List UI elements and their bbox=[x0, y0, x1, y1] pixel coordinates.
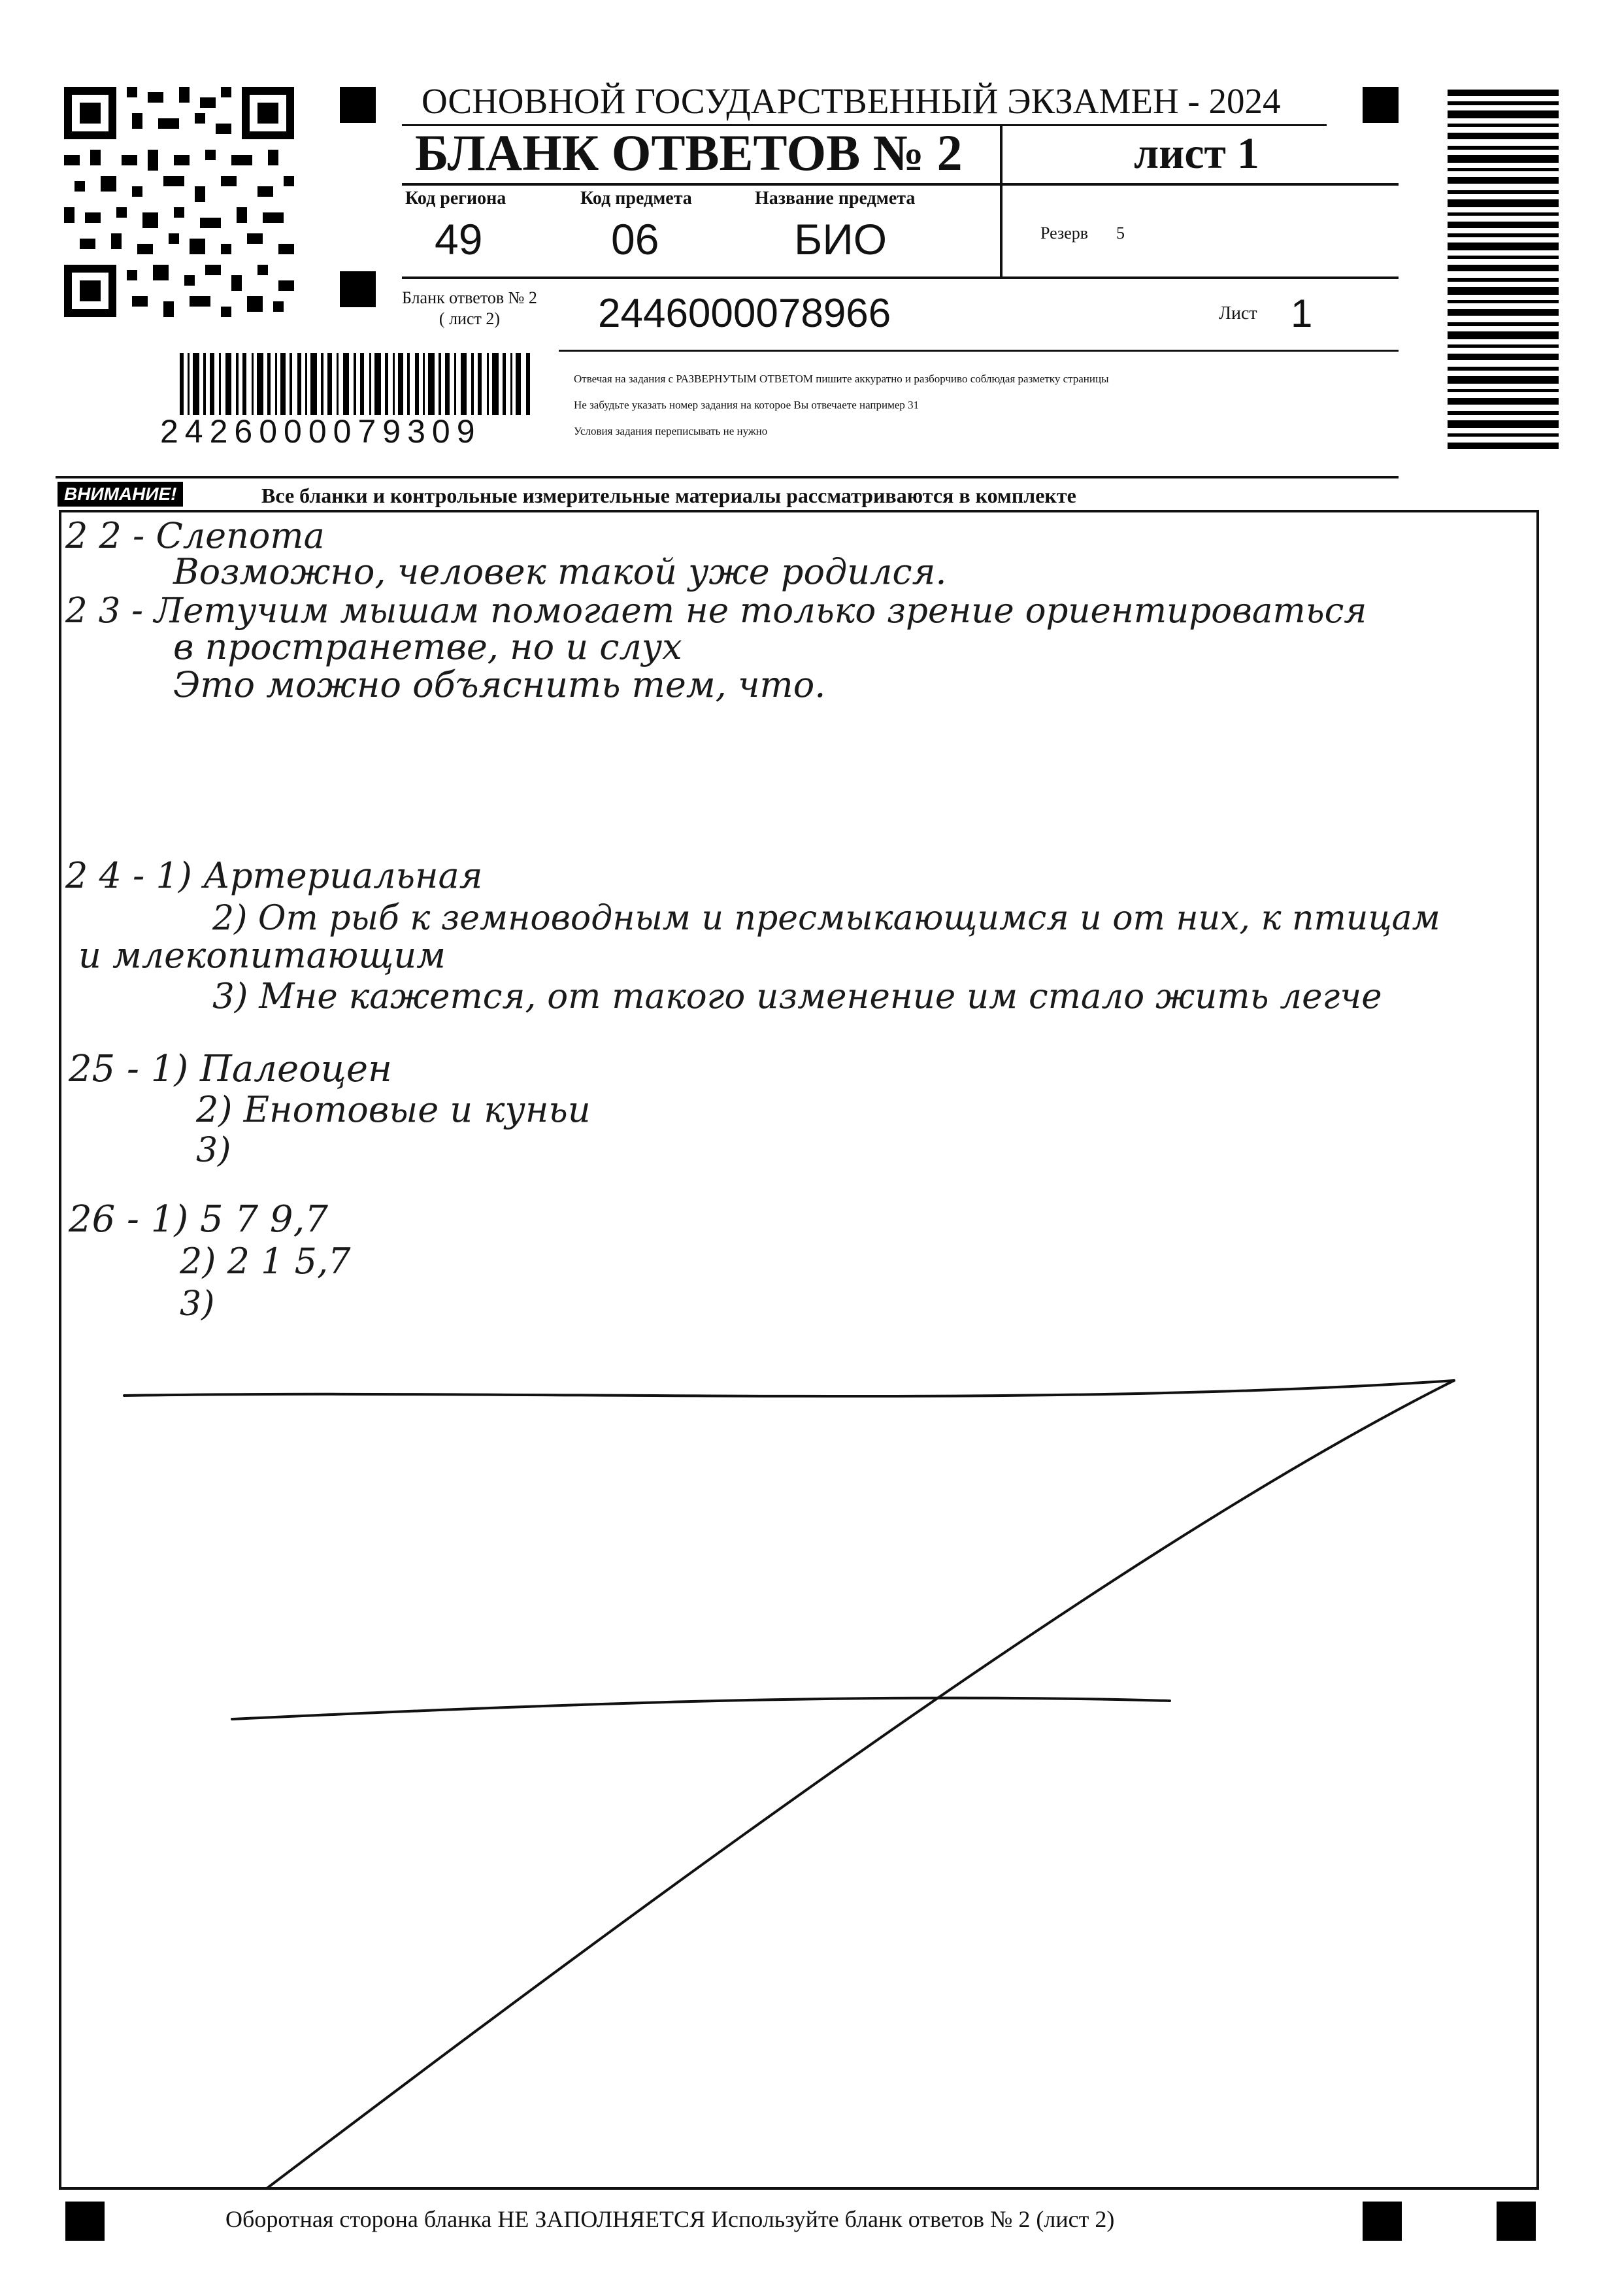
reserve-value: 5 bbox=[1116, 224, 1125, 243]
answer-line: 3) Мне кажется, от такого изменение им стало жить легче bbox=[212, 977, 1382, 1016]
region-code-label: Код региона bbox=[405, 188, 506, 209]
instruction-line: Условия задания переписывать не нужно bbox=[574, 425, 768, 437]
answer-line: в пространетве, но и слух bbox=[173, 626, 682, 667]
header-divider bbox=[1000, 124, 1003, 278]
subject-code-label: Код предмета bbox=[580, 188, 692, 209]
answer-line: 2) 2 1 5,7 bbox=[180, 1241, 351, 1282]
subject-code: 06 bbox=[611, 215, 659, 263]
z-top-line bbox=[124, 1381, 1454, 1396]
answer-line: 26 - 1) 5 7 9,7 bbox=[69, 1198, 328, 1241]
answer-line: 3) bbox=[196, 1131, 231, 1170]
footer-text: Оборотная сторона бланка НЕ ЗАПОЛНЯЕТСЯ Используйте бланк ответов № 2 (лист 2) bbox=[225, 2206, 1115, 2232]
corner-marker bbox=[340, 271, 376, 307]
form-number: 2446000078966 bbox=[598, 291, 891, 336]
answer-line: 2 3 - Летучим мышам помогает не только зрение ориентироваться bbox=[65, 591, 1367, 631]
z-middle-line bbox=[232, 1698, 1170, 1719]
instruction-line: Не забудьте указать номер задания на которое Вы отвечаете например 31 bbox=[574, 399, 920, 411]
answer-line: Возможно, человек такой уже родился. bbox=[173, 551, 947, 592]
corner-marker bbox=[1363, 87, 1399, 123]
instructions-rule bbox=[559, 350, 1399, 352]
reserve-label: Резерв bbox=[1040, 224, 1089, 243]
sheet-label: лист 1 bbox=[1134, 128, 1259, 178]
subject-name-label: Название предмета bbox=[755, 188, 916, 209]
z-strike-through bbox=[59, 510, 1539, 2190]
vertical-barcode bbox=[1448, 87, 1559, 453]
subject-name: БИО bbox=[794, 215, 887, 263]
answer-line: 2 4 - 1) Артериальная bbox=[65, 855, 483, 896]
notice-text: Все бланки и контрольные измерительные материалы рассматриваются в комплекте bbox=[261, 484, 1076, 507]
corner-marker bbox=[340, 87, 376, 123]
answer-line: 2 2 - Слепота bbox=[65, 515, 325, 556]
corner-marker bbox=[1363, 2202, 1402, 2241]
answer-line: 2) От рыб к земноводным и пресмыкающимся и от них, к птицам bbox=[212, 899, 1440, 938]
corner-marker bbox=[1497, 2202, 1536, 2241]
answer-line: Это можно объяснить тем, что. bbox=[173, 664, 826, 705]
z-diagonal-line bbox=[127, 1381, 1454, 2190]
instruction-line: Отвечая на задания с РАЗВЕРНУТЫМ ОТВЕТОМ пишите аккуратно и разборчиво соблюдая разметку страницы bbox=[574, 373, 1109, 385]
header-rule bbox=[402, 276, 1399, 279]
answer-line: 25 - 1) Палеоцен bbox=[69, 1048, 392, 1090]
sheet2-label bbox=[402, 288, 537, 329]
notice-badge: ВНИМАНИЕ! bbox=[58, 482, 183, 507]
form-title: БЛАНК ОТВЕТОВ № 2 bbox=[415, 124, 963, 181]
list-label: Лист bbox=[1219, 303, 1257, 324]
answer-line: 2) Енотовые и куньи bbox=[196, 1089, 591, 1130]
region-code: 49 bbox=[435, 215, 483, 263]
notice-rule bbox=[56, 476, 1399, 478]
corner-marker bbox=[65, 2202, 105, 2241]
list-number: 1 bbox=[1291, 292, 1313, 335]
exam-title: ОСНОВНОЙ ГОСУДАРСТВЕННЫЙ ЭКЗАМЕН - 2024 bbox=[422, 81, 1281, 121]
answer-line: 3) bbox=[180, 1284, 215, 1324]
sheet2-label-line2: ( лист 2) bbox=[439, 309, 501, 328]
sheet2-label-line1: Бланк ответов № 2 bbox=[402, 288, 537, 307]
horizontal-barcode bbox=[180, 353, 533, 415]
answer-line: и млекопитающим bbox=[78, 935, 446, 976]
barcode-number: 2426000079309 bbox=[160, 413, 482, 450]
qr-code bbox=[64, 87, 294, 317]
instructions bbox=[574, 366, 1109, 444]
